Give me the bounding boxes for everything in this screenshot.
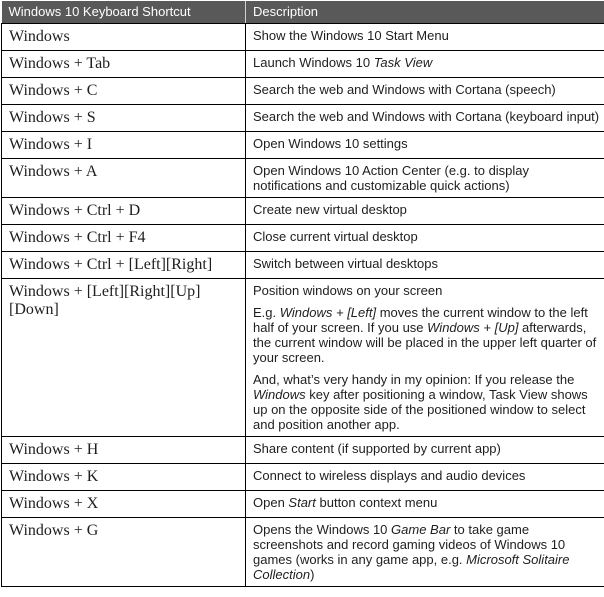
description-cell: Search the web and Windows with Cortana (keyboard input) xyxy=(246,105,604,132)
description-cell: Share content (if supported by current app) xyxy=(246,437,604,464)
shortcut-cell: Windows + X xyxy=(2,491,246,518)
description-cell: Open Windows 10 Action Center (e.g. to display notifications and customizable quick actions) xyxy=(246,159,604,198)
description-cell xyxy=(246,279,604,437)
shortcut-cell: Windows + I xyxy=(2,132,246,159)
description-cell: Show the Windows 10 Start Menu xyxy=(246,24,604,51)
description-cell: Launch Windows 10 Task View xyxy=(246,51,604,78)
description-cell: Connect to wireless displays and audio devices xyxy=(246,464,604,491)
description-paragraph: Position windows on your screen xyxy=(253,283,443,298)
table-row xyxy=(2,132,604,159)
table-row xyxy=(2,78,604,105)
table-row xyxy=(2,464,604,491)
table-row xyxy=(2,51,604,78)
table-row xyxy=(2,24,604,51)
shortcut-cell: Windows + Ctrl + F4 xyxy=(2,225,246,252)
shortcut-cell: Windows + A xyxy=(2,159,246,198)
table-row xyxy=(2,491,604,518)
description-cell: Switch between virtual desktops xyxy=(246,252,604,279)
description-paragraph: E.g. Windows + [Left] moves the current window to the left half of your screen. If you use Windows + [Up] afterwards, the current window will be placed in the upper left quarter of your screen. xyxy=(253,305,597,365)
shortcut-cell: Windows + Ctrl + [Left][Right] xyxy=(2,252,246,279)
shortcut-cell: Windows + Tab xyxy=(2,51,246,78)
table-row xyxy=(2,279,604,437)
description-column-header: Description xyxy=(246,1,604,24)
header-row xyxy=(2,1,604,24)
table-row xyxy=(2,198,604,225)
shortcut-cell: Windows xyxy=(2,24,246,51)
description-cell: Open Windows 10 settings xyxy=(246,132,604,159)
shortcuts-table xyxy=(1,1,604,587)
table-row xyxy=(2,225,604,252)
shortcut-cell: Windows + [Left][Right][Up][Down] xyxy=(2,279,246,437)
table-row xyxy=(2,437,604,464)
table-row xyxy=(2,518,604,587)
description-cell: Create new virtual desktop xyxy=(246,198,604,225)
description-cell: Open Start button context menu xyxy=(246,491,604,518)
table-row xyxy=(2,252,604,279)
description-cell: Opens the Windows 10 Game Bar to take game screenshots and record gaming videos of Windows 10 games (works in any game app, e.g. Microsoft Solitaire Collection) xyxy=(246,518,604,587)
shortcut-cell: Windows + C xyxy=(2,78,246,105)
description-cell: Search the web and Windows with Cortana (speech) xyxy=(246,78,604,105)
shortcut-cell: Windows + Ctrl + D xyxy=(2,198,246,225)
shortcut-cell: Windows + G xyxy=(2,518,246,587)
shortcut-column-header: Windows 10 Keyboard Shortcut xyxy=(2,1,246,24)
table-row xyxy=(2,105,604,132)
description-paragraph: And, what’s very handy in my opinion: If you release the Windows key after positioning a window, Task View shows up on the opposite side of the positioned window to select and position another app. xyxy=(253,372,588,432)
shortcut-cell: Windows + K xyxy=(2,464,246,491)
table-row xyxy=(2,159,604,198)
description-cell: Close current virtual desktop xyxy=(246,225,604,252)
shortcut-cell: Windows + S xyxy=(2,105,246,132)
shortcut-cell: Windows + H xyxy=(2,437,246,464)
